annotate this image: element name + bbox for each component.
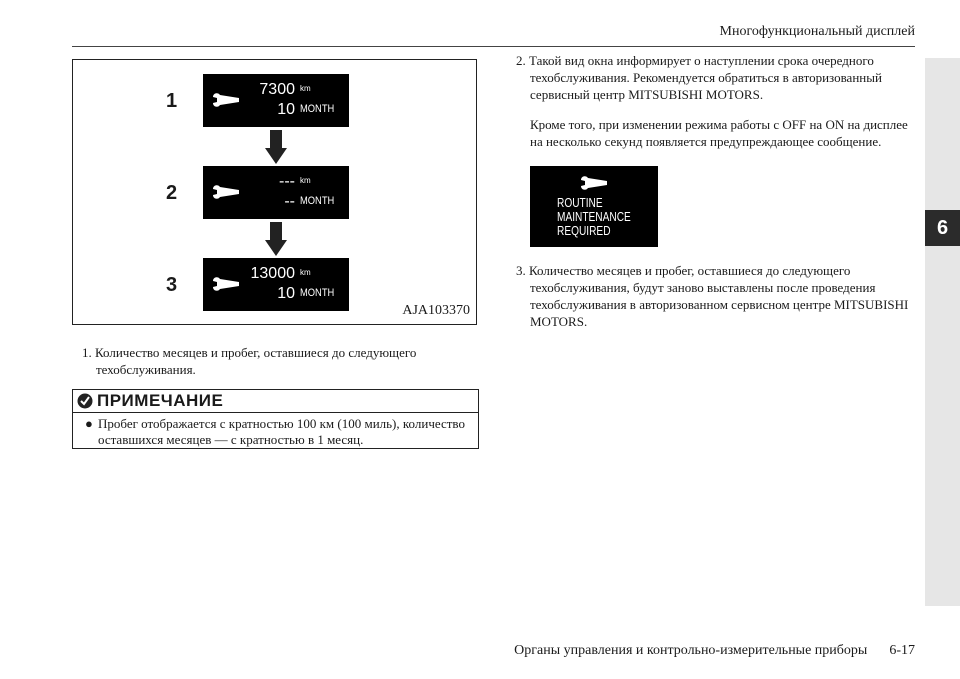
display-panel-3	[203, 258, 349, 311]
months-value: --	[284, 193, 295, 210]
unit-km: km	[300, 176, 311, 185]
display-panel-1	[203, 74, 349, 127]
display-panel-2	[203, 166, 349, 219]
unit-month: MONTH	[300, 195, 335, 207]
distance-value: 7300	[259, 81, 295, 98]
wrench-icon	[211, 275, 241, 293]
maintenance-line-3: REQUIRED	[557, 223, 611, 238]
unit-km: km	[300, 268, 311, 277]
down-arrow-icon	[265, 222, 287, 256]
header-rule	[72, 46, 915, 47]
note-bullet-text: Пробег отображается с кратностью 100 км (100 миль), количество оставшихся месяцев — с кратностью в 1 месяц.	[98, 416, 465, 447]
list-item-2-text: 2. Такой вид окна информирует о наступлении срока очередного техобслуживания. Рекомендуется обратиться в авторизованный сервисный центр MITSUBISHI MOTORS.	[516, 53, 882, 102]
wrench-icon	[579, 174, 609, 192]
step-label-2: 2	[166, 182, 178, 204]
note-box	[72, 389, 479, 449]
maintenance-line-1: ROUTINE	[557, 195, 603, 210]
maintenance-figure	[72, 59, 477, 325]
maintenance-required-display	[530, 166, 658, 247]
note-check-icon	[77, 393, 93, 409]
maintenance-line-2: MAINTENANCE	[557, 209, 631, 224]
list-item-3-text: 3. Количество месяцев и пробег, оставшиеся до следующего техобслуживания, будут заново выставлены после проведения техобслуживания в авторизованном сервисном центре MITSUBISHI MOTORS.	[516, 263, 909, 329]
list-item-1-text: 1. Количество месяцев и пробег, оставшиеся до следующего техобслуживания.	[82, 345, 417, 377]
chapter-tab: 6	[925, 210, 960, 246]
distance-value: 13000	[250, 265, 295, 282]
wrench-icon	[211, 183, 241, 201]
distance-value: ---	[279, 173, 295, 190]
months-value: 10	[277, 285, 295, 302]
down-arrow-icon	[265, 130, 287, 164]
list-item-2	[516, 52, 916, 103]
unit-month: MONTH	[300, 103, 335, 115]
unit-month: MONTH	[300, 287, 335, 299]
list-item-2-extra: Кроме того, при изменении режима работы с OFF на ON на дисплее на несколько секунд появляется предупреждающее сообщение.	[530, 117, 908, 149]
list-item-1	[82, 344, 472, 378]
months-value: 10	[277, 101, 295, 118]
note-body	[85, 416, 472, 448]
bullet-icon: ●	[85, 416, 93, 431]
step-label-1: 1	[166, 90, 178, 112]
page-footer	[514, 643, 915, 659]
footer-section: Органы управления и контрольно-измерительные приборы	[514, 643, 868, 658]
side-tab-strip	[925, 58, 960, 606]
figure-code: AJA103370	[402, 303, 470, 318]
note-header	[73, 390, 478, 413]
page-number: 6-17	[889, 643, 915, 658]
maintenance-message	[557, 196, 631, 238]
note-title: ПРИМЕЧАНИЕ	[97, 391, 224, 410]
unit-km: km	[300, 84, 311, 93]
wrench-icon	[211, 91, 241, 109]
list-item-3	[516, 262, 916, 330]
step-label-3: 3	[166, 274, 178, 296]
running-header: Многофункциональный дисплей	[719, 24, 915, 39]
